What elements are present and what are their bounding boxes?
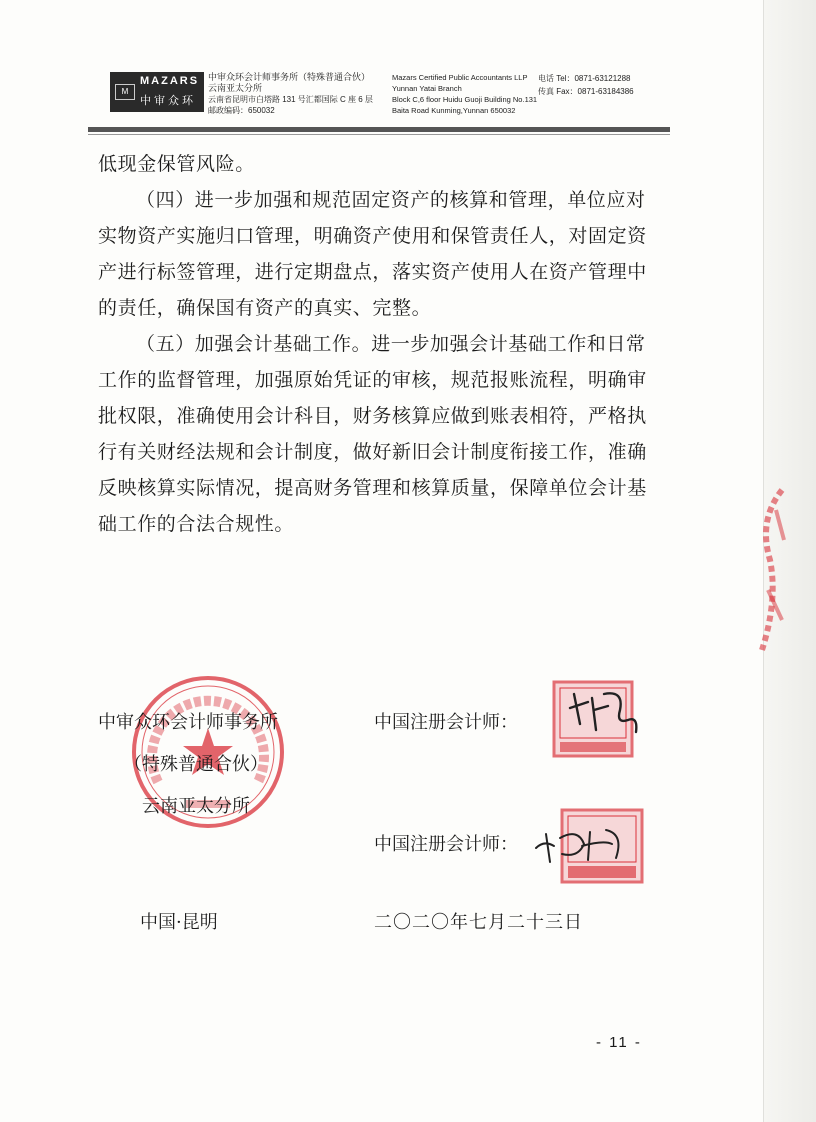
firm-name-line-1: 中审众环会计师事务所	[98, 712, 278, 733]
branch-name-cn: 云南亚太分所	[208, 83, 263, 93]
page-number: - 11 -	[596, 1034, 642, 1051]
firm-name-line-3: 云南亚太分所	[142, 796, 250, 817]
fax: 传真 Fax：0871-63184386	[538, 87, 634, 96]
header-rule-thin	[88, 134, 670, 135]
signing-date: 二〇二〇年七月二十三日	[374, 912, 583, 933]
mazars-logo	[110, 72, 204, 112]
paragraph-5: （五）加强会计基础工作。进一步加强会计基础工作和日常工作的监督管理，加强原始凭证的审核，规范报账流程，明确审批权限，准确使用会计科目，财务核算应做到账表相符，严格执行有关财经法规和会计制度，做好新旧会计制度衔接工作，准确反映核算实际情况，提高财务管理和核算质量，保障单位会计基础工作的合法合规性。	[98, 333, 647, 535]
firm-name-cn: 中审众环会计师事务所（特殊普通合伙）	[208, 72, 371, 82]
paragraph-0: 低现金保管风险。	[98, 153, 255, 175]
logo-text-en: MAZARS	[140, 75, 200, 87]
letterhead	[110, 66, 670, 122]
header-rule	[88, 127, 670, 132]
address-en-2: Baita Road Kunming,Yunnan 650032	[392, 106, 516, 115]
cpa-label-1: 中国注册会计师：	[374, 712, 518, 733]
letterhead-cn-info	[208, 72, 373, 116]
edge-seal-fragment	[748, 480, 788, 660]
cpa-label-2: 中国注册会计师：	[374, 834, 518, 855]
logo-mark-icon: M	[115, 84, 135, 100]
logo-text-cn: 中审众环	[140, 95, 196, 107]
body-text	[98, 146, 653, 542]
handwritten-signature-1	[566, 680, 646, 740]
firm-name-en: Mazars Certified Public Accountants LLP	[392, 73, 528, 82]
address-cn: 云南省昆明市白塔路 131 号汇都国际 C 座 6 层	[208, 95, 373, 104]
letterhead-en-info	[392, 72, 537, 116]
address-en-1: Block C,6 floor Huidu Guoji Building No.131	[392, 95, 538, 104]
handwritten-signature-2	[532, 818, 628, 868]
branch-name-en: Yunnan Yatai Branch	[392, 84, 462, 93]
signing-city: 中国·昆明	[140, 912, 218, 933]
letterhead-contact	[538, 72, 634, 98]
tel: 电话 Tel：0871-63121288	[538, 74, 631, 83]
postcode-cn: 邮政编码：650032	[208, 106, 275, 115]
firm-name-line-2: （特殊普通合伙）	[124, 754, 268, 775]
paragraph-4: （四）进一步加强和规范固定资产的核算和管理，单位应对实物资产实施归口管理，明确资产使用和保管责任人，对固定资产进行标签管理，进行定期盘点，落实资产使用人在资产管理中的责任，确保国有资产的真实、完整。	[98, 189, 647, 319]
